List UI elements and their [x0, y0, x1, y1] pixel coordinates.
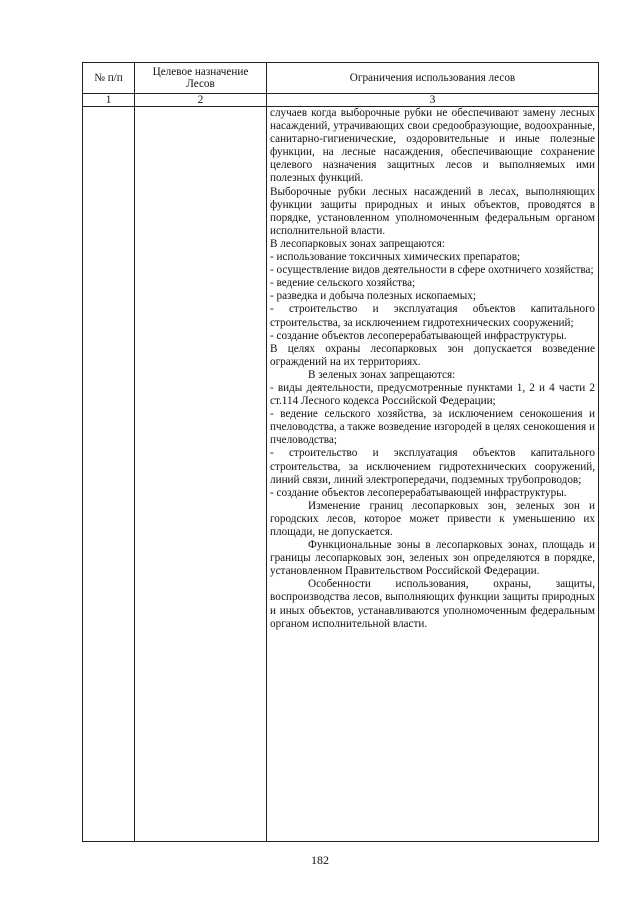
restrictions-table: [82, 62, 599, 842]
restriction-paragraph: случаев когда выборочные рубки не обеспечивают замену лесных насаждений, утрачивающих свои средообразующие, водоохранные, санитарно-гигиенические, оздоровительные и иные полезные функции, на лесные насаждения, обеспечивающие сохранение целевого назначения защитных лесов и выполняемых ими полезных функций.: [270, 107, 595, 185]
column-number-row: [83, 94, 599, 107]
header-purpose: Целевое назначение Лесов: [135, 63, 267, 94]
restriction-paragraph: - осуществление видов деятельности в сфере охотничего хозяйства;: [270, 264, 594, 277]
column-number-3: 3: [267, 94, 599, 107]
purpose-cell: [135, 107, 267, 842]
restriction-paragraph: Выборочные рубки лесных насаждений в лесах, выполняющих функции защиты природных и иных объектов, проводятся в порядке, установленном уполномоченным федеральным органом исполнительной власти.: [270, 185, 595, 237]
table-row: [83, 107, 599, 842]
restriction-paragraph: - создание объектов лесоперерабатывающей инфраструктуры.: [270, 486, 567, 499]
header-num: № п/п: [83, 63, 135, 94]
restriction-paragraph: - ведение сельского хозяйства;: [270, 277, 416, 290]
header-restrictions: Ограничения использования лесов: [267, 63, 599, 94]
restriction-paragraph: В зеленых зонах запрещаются:: [308, 368, 456, 381]
num-cell: [83, 107, 135, 842]
column-number-1: 1: [83, 94, 135, 107]
restriction-paragraph: - ведение сельского хозяйства, за исключением сенокошения и пчеловодства, а также возведение изгородей в целях сенокошения и пчеловодства;: [270, 408, 595, 447]
header-row: [83, 63, 599, 94]
restriction-paragraph: В лесопарковых зонах запрещаются:: [270, 237, 445, 250]
restriction-paragraph: - создание объектов лесоперерабатывающей инфраструктуры.: [270, 329, 567, 342]
restriction-paragraph: Функциональные зоны в лесопарковых зонах, площадь и границы лесопарковых зон, зеленых зон определяются в порядке, установленном Правительством Российской Федерации.: [270, 539, 595, 578]
restriction-paragraph: - виды деятельности, предусмотренные пунктами 1, 2 и 4 части 2 ст.114 Лесного кодекса Российской Федерации;: [270, 381, 595, 408]
restriction-paragraph: Изменение границ лесопарковых зон, зеленых зон и городских лесов, которое может привести к уменьшению их площади, не допускается.: [270, 499, 595, 538]
restriction-paragraph: - разведка и добыча полезных ископаемых;: [270, 290, 476, 303]
restriction-paragraph: Особенности использования, охраны, защиты, воспроизводства лесов, выполняющих функции защиты природных и иных объектов, устанавливаются уполномоченным федеральным органом исполнительной власти.: [270, 578, 595, 630]
restriction-paragraph: - строительство и эксплуатация объектов капитального строительства, за исключением гидротехнических сооружений, линий связи, линий электропередачи, подземных трубопроводов;: [270, 447, 595, 486]
restrictions-cell: [267, 107, 599, 842]
page-number: 182: [311, 853, 329, 867]
restriction-paragraph: - использование токсичных химических препаратов;: [270, 251, 521, 264]
restriction-paragraph: - строительство и эксплуатация объектов капитального строительства, за исключением гидротехнических сооружений;: [270, 303, 595, 329]
restriction-paragraph: В целях охраны лесопарковых зон допускается возведение ограждений на их территориях.: [270, 342, 595, 368]
column-number-2: 2: [135, 94, 267, 107]
